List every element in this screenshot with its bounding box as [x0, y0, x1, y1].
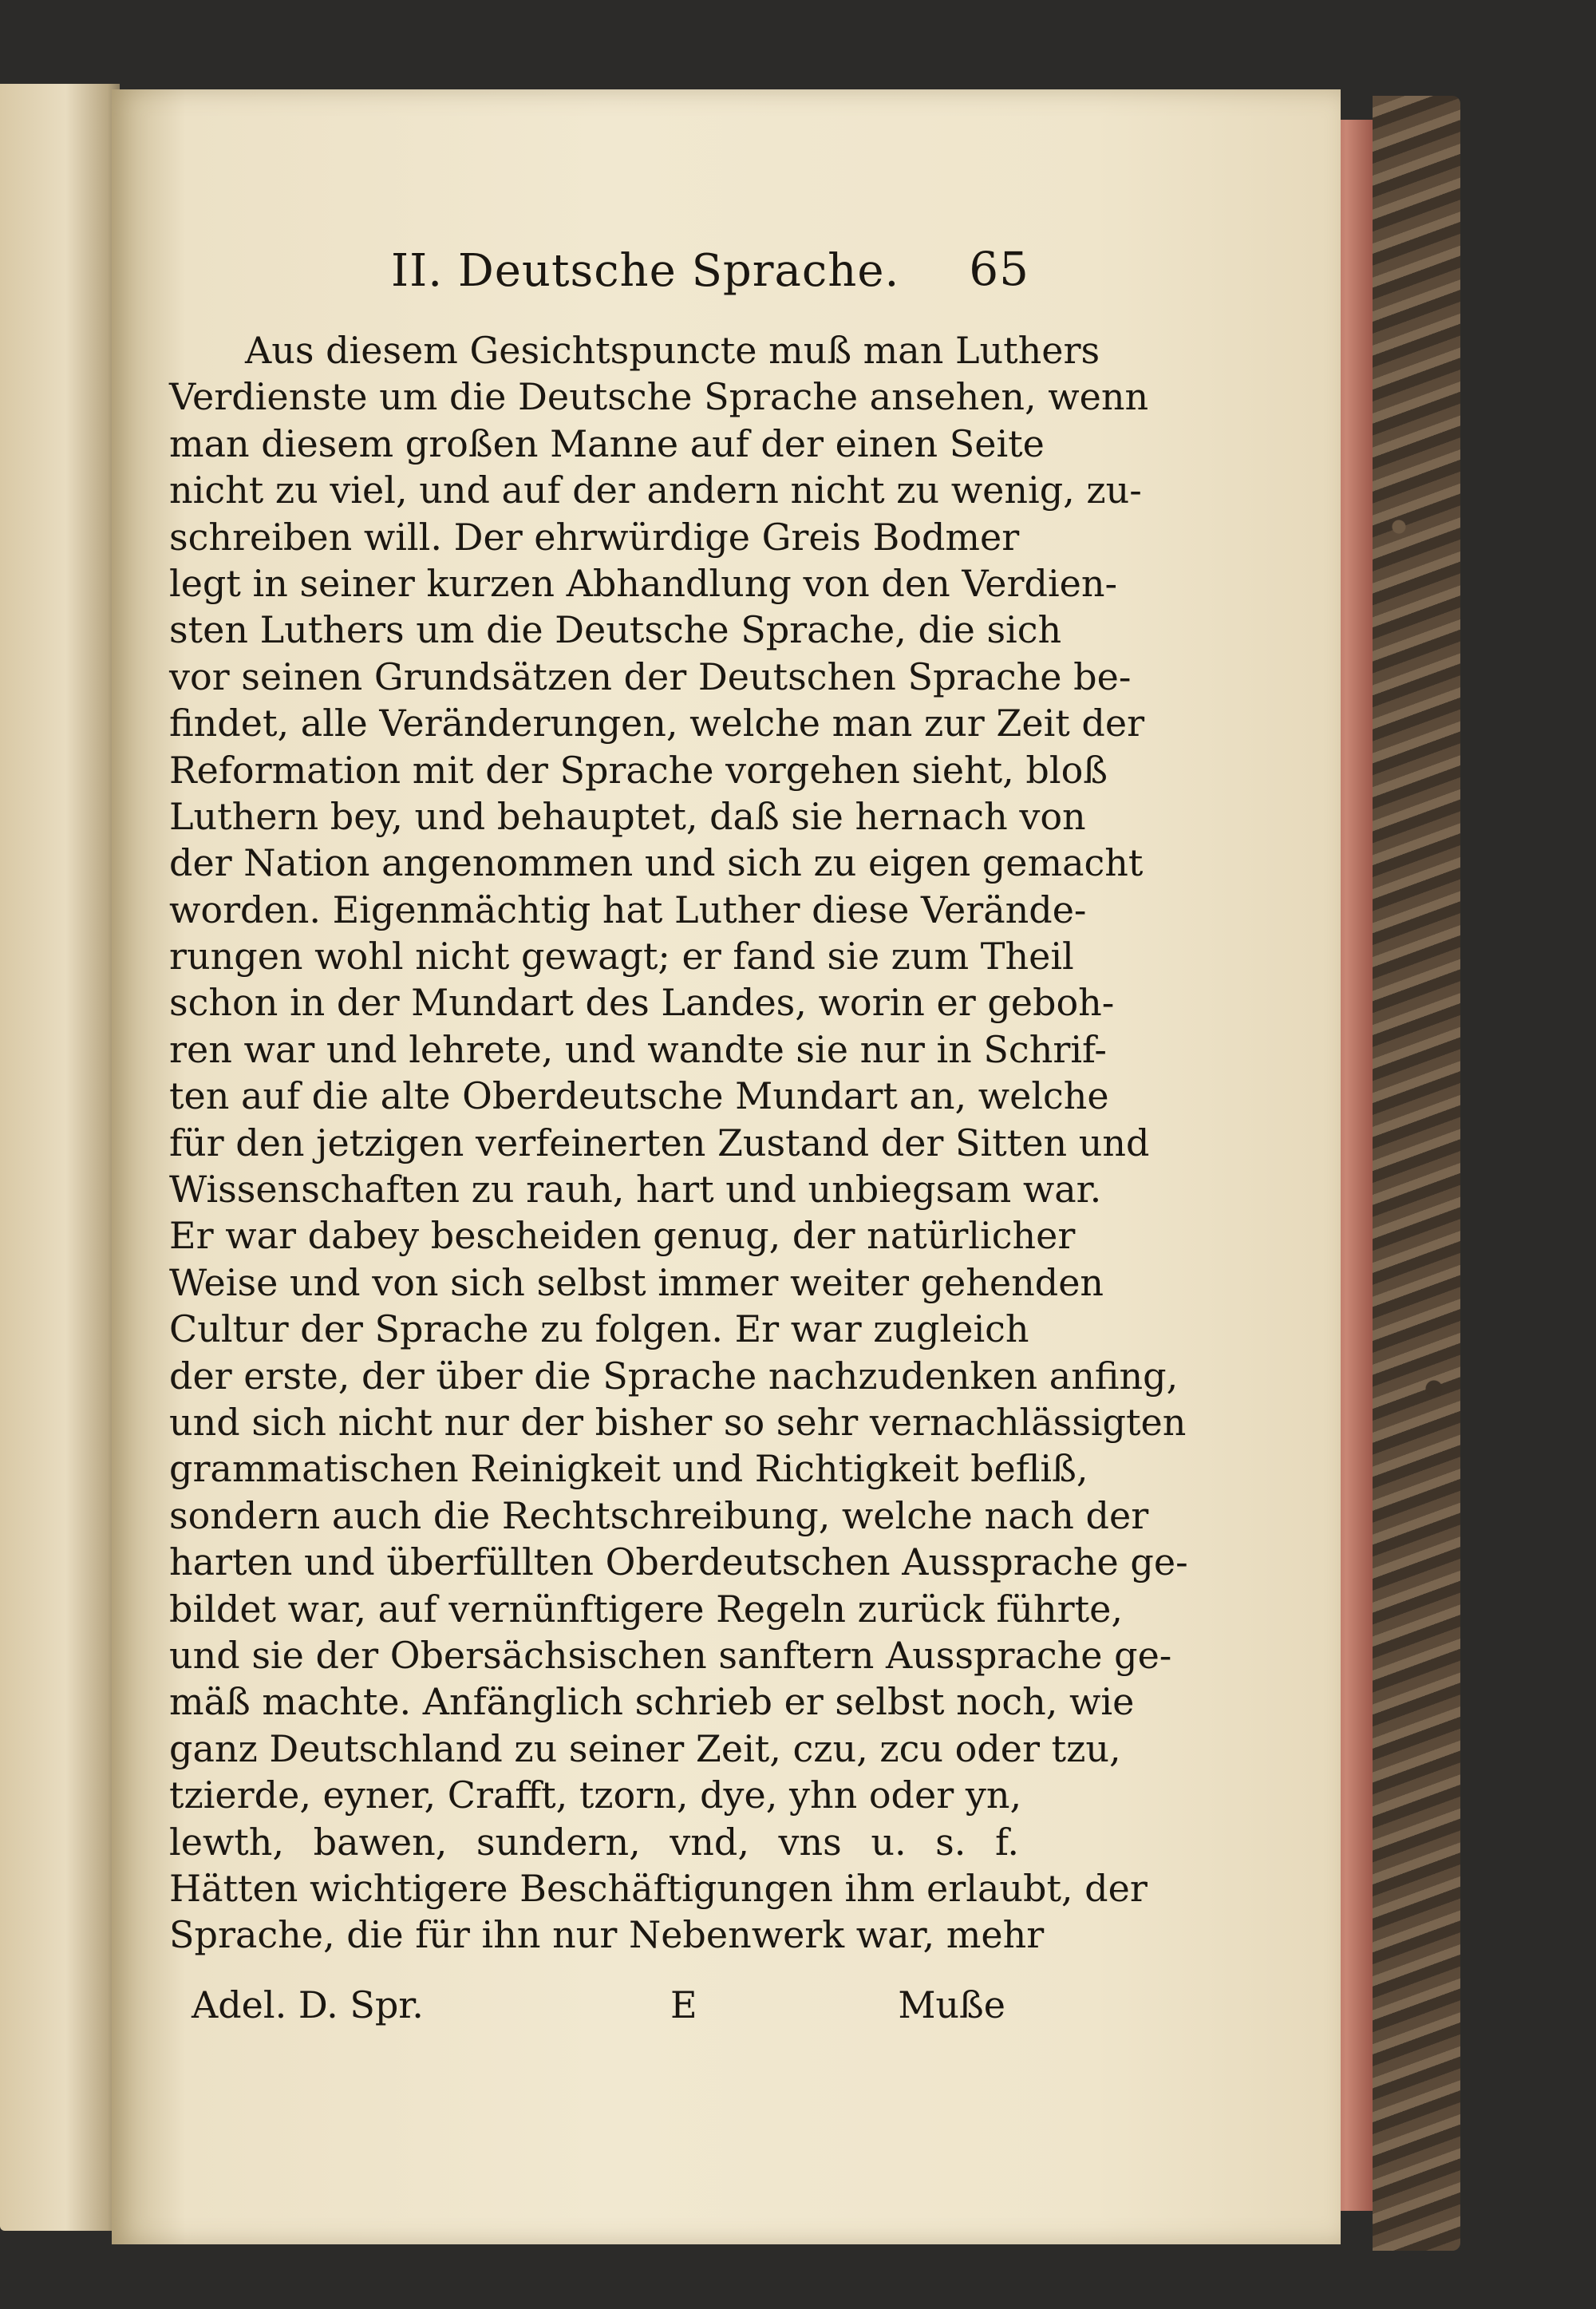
text-line: Sprache, die für ihn nur Nebenwerk war, mehr	[169, 1913, 1045, 1957]
page-header	[391, 235, 1029, 307]
text-line: rungen wohl nicht gewagt; er fand sie zum Theil	[169, 935, 1074, 979]
text-line: worden. Eigenmächtig hat Luther diese Verände-	[169, 888, 1087, 931]
text-line: Hätten wichtigere Beschäftigungen ihm erlaubt, der	[169, 1866, 1148, 1910]
text-line: schreiben will. Der ehrwürdige Greis Bodmer	[169, 515, 1020, 559]
text-line: für den jetzigen verfeinerten Zustand der Sitten und	[169, 1121, 1150, 1164]
text-line: nicht zu viel, und auf der andern nicht zu wenig, zu-	[169, 469, 1142, 512]
text-line: harten und überfüllten Oberdeutschen Aussprache ge-	[169, 1540, 1188, 1584]
text-line: Aus diesem Gesichtspuncte muß man Luthers	[245, 329, 1100, 372]
text-line: Verdienste um die Deutsche Sprache ansehen, wenn	[169, 375, 1149, 419]
marbled-cover-board	[1373, 96, 1460, 2251]
text-line: sten Luthers um die Deutsche Sprache, die sich	[169, 608, 1062, 652]
text-line: Weise und von sich selbst immer weiter gehenden	[169, 1260, 1104, 1304]
text-line: ren war und lehrete, und wandte sie nur in Schrif-	[169, 1027, 1107, 1071]
text-line: der erste, der über die Sprache nachzudenken anfing,	[169, 1354, 1179, 1398]
running-head: II. Deutsche Sprache.	[391, 245, 900, 297]
text-line: der Nation angenommen und sich zu eigen gemacht	[169, 841, 1144, 885]
page-number: 65	[969, 242, 1029, 296]
text-line: Luthern bey, und behauptet, daß sie hernach von	[169, 794, 1086, 838]
page-footer	[192, 1983, 1005, 2039]
text-line: mäß machte. Anfänglich schrieb er selbst noch, wie	[169, 1680, 1135, 1724]
text-line: Cultur der Sprache zu folgen. Er war zugleich	[169, 1307, 1029, 1351]
text-line: ten auf die alte Oberdeutsche Mundart an, welche	[169, 1074, 1109, 1118]
signature-mark: E	[670, 1983, 697, 2026]
text-line: Wissenschaften zu rauh, hart und unbiegsam war.	[169, 1168, 1102, 1212]
text-line: und sich nicht nur der bisher so sehr vernachlässigten	[169, 1400, 1187, 1444]
text-line: legt in seiner kurzen Abhandlung von den Verdien-	[169, 561, 1118, 605]
text-line: tzierde, eyner, Crafft, tzorn, dye, yhn oder yn,	[169, 1773, 1022, 1817]
text-line: vor seinen Grundsätzen der Deutschen Sprache be-	[169, 654, 1132, 698]
signature-line: Adel. D. Spr.	[192, 1983, 424, 2026]
text-line: findet, alle Veränderungen, welche man zur Zeit der	[169, 702, 1145, 745]
text-line: ganz Deutschland zu seiner Zeit, czu, zcu oder tzu,	[169, 1726, 1121, 1770]
text-line: grammatischen Reinigkeit und Richtigkeit befliß,	[169, 1447, 1088, 1491]
text-line: man diesem großen Manne auf der einen Seite	[169, 421, 1045, 465]
body-text	[169, 327, 1188, 1959]
text-line: bildet war, auf vernünftigere Regeln zurück führte,	[169, 1587, 1123, 1631]
text-line: lewth, bawen, sundern, vnd, vns u. s. f.	[169, 1820, 1019, 1864]
text-line: schon in der Mundart des Landes, worin er geboh-	[169, 981, 1115, 1025]
text-line: Reformation mit der Sprache vorgehen sieht, bloß	[169, 748, 1108, 792]
catchword: Muße	[898, 1983, 1005, 2026]
left-page-edge	[0, 84, 120, 2231]
text-line: und sie der Obersächsischen sanftern Aussprache ge-	[169, 1633, 1172, 1677]
text-line: Er war dabey bescheiden genug, der natürlicher	[169, 1214, 1076, 1258]
text-line: sondern auch die Rechtschreibung, welche nach der	[169, 1493, 1149, 1537]
